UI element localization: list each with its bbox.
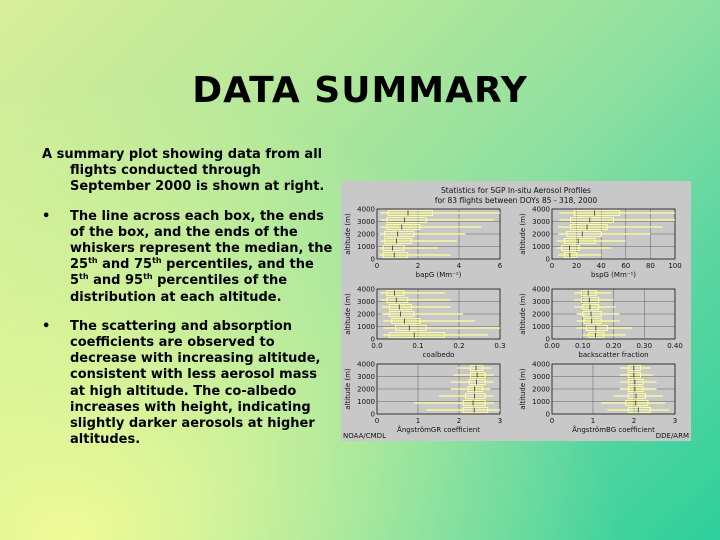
x-tick-label: 0 (374, 417, 380, 425)
bullet-text-part: The line across each box, the ends of the box, and the ends of the whiskers represent the median, the 25 (70, 208, 333, 273)
y-tick-label: 0 (545, 255, 550, 264)
x-tick-label: 0 (549, 417, 555, 425)
x-tick-label: 80 (645, 262, 655, 270)
y-tick-label: 2000 (532, 310, 550, 319)
x-tick-label: 3 (497, 417, 503, 425)
x-tick-label: 40 (596, 262, 606, 270)
y-tick-label: 0 (370, 410, 375, 419)
y-tick-label: 2000 (532, 385, 550, 394)
bullet-item-2 (42, 319, 334, 449)
x-tick-label: 0.0 (371, 342, 383, 350)
y-tick-label: 3000 (532, 298, 550, 306)
y-tick-label: 3000 (357, 218, 375, 226)
x-axis-label: bspG (Mm⁻¹) (590, 271, 637, 279)
x-tick-label: 0.1 (412, 342, 424, 350)
y-tick-label: 2000 (357, 310, 375, 319)
x-axis-label: ÅngströmGR coefficient (397, 426, 480, 434)
bullet-mark: • (42, 318, 51, 334)
y-tick-label: 4000 (532, 360, 550, 369)
y-tick-label: 2000 (532, 230, 550, 239)
y-tick-label: 1000 (532, 398, 550, 406)
x-axis-label: backscatter fraction (578, 351, 649, 359)
x-axis-label: coalbedo (422, 351, 455, 359)
x-tick-label: 1 (415, 417, 421, 425)
x-tick-label: 0.20 (605, 342, 622, 350)
x-tick-label: 60 (621, 262, 631, 270)
y-tick-label: 1000 (357, 398, 375, 406)
figure-title-line-2: for 83 flights between DOYs 85 - 318, 2000 (434, 196, 598, 205)
bullet-text: The scattering and absorption coefficients are observed to decrease with increasing altitude, consistent with less aerosol mass at high altitude. The co-albedo increases with height, indicating slightly darker aerosols at higher altitudes. (70, 318, 321, 448)
y-tick-label: 4000 (357, 205, 375, 214)
x-tick-label: 20 (572, 262, 582, 270)
y-axis-label: altitude (m) (344, 293, 352, 335)
x-tick-label: 0.10 (574, 342, 591, 350)
x-tick-label: 3 (672, 417, 678, 425)
intro-paragraph: A summary plot showing data from all flights conducted through September 2000 is shown at right. (42, 147, 325, 195)
x-tick-label: 0 (549, 262, 555, 270)
y-tick-label: 4000 (357, 285, 375, 294)
bullet-text-part: percentiles of the distribution at each altitude. (70, 273, 288, 305)
y-axis-label: altitude (m) (519, 368, 527, 410)
aerosol-profile-figure (341, 181, 691, 441)
y-tick-label: 1000 (532, 323, 550, 331)
figure-footer-left: NOAA/CMDL (343, 432, 386, 440)
y-axis-label: altitude (m) (344, 213, 352, 255)
bullet-mark: • (42, 208, 51, 224)
y-tick-label: 0 (545, 335, 550, 344)
y-tick-label: 3000 (532, 373, 550, 381)
y-tick-label: 0 (545, 410, 550, 419)
y-tick-label: 4000 (532, 205, 550, 214)
figure-title-line-1: Statistics for SGP In-situ Aerosol Profiles (441, 186, 591, 195)
text-block (42, 147, 334, 448)
x-tick-label: 6 (497, 262, 503, 270)
y-tick-label: 0 (370, 335, 375, 344)
y-tick-label: 0 (370, 255, 375, 264)
x-tick-label: 0.00 (544, 342, 560, 350)
y-tick-label: 3000 (532, 218, 550, 226)
x-tick-label: 1 (590, 417, 596, 425)
x-axis-label: bapG (Mm⁻¹) (415, 271, 462, 279)
bullet-item-1 (42, 209, 334, 306)
x-axis-label: ÅngströmBG coefficient (572, 426, 655, 434)
y-tick-label: 1000 (357, 323, 375, 331)
y-axis-label: altitude (m) (344, 368, 352, 410)
figure-svg (341, 181, 691, 441)
y-tick-label: 3000 (357, 298, 375, 306)
bullet-text (70, 209, 334, 306)
superscript: th (143, 272, 153, 282)
y-tick-label: 1000 (357, 243, 375, 251)
figure-panels (344, 206, 683, 435)
figure-footer-right: DDE/ARM (655, 432, 689, 440)
y-tick-label: 3000 (357, 373, 375, 381)
bullet-text-part: percentiles, and the 5 (70, 257, 314, 289)
x-tick-label: 0.2 (453, 342, 465, 350)
bullet-text-part: and 75 (97, 257, 153, 273)
superscript: th (79, 272, 89, 282)
x-tick-label: 2 (631, 417, 637, 425)
x-tick-label: 0.3 (494, 342, 506, 350)
x-tick-label: 0.40 (667, 342, 683, 350)
x-tick-label: 2 (456, 417, 462, 425)
bullet-text-part: and 95 (88, 273, 144, 289)
x-tick-label: 100 (668, 262, 682, 270)
y-tick-label: 2000 (357, 385, 375, 394)
x-tick-label: 0.30 (636, 342, 653, 350)
y-tick-label: 2000 (357, 230, 375, 239)
y-tick-label: 4000 (532, 285, 550, 294)
y-tick-label: 1000 (532, 243, 550, 251)
x-tick-label: 4 (456, 262, 462, 270)
y-axis-label: altitude (m) (519, 213, 527, 255)
superscript: th (88, 256, 98, 266)
y-axis-label: altitude (m) (519, 293, 527, 335)
x-tick-label: 0 (374, 262, 380, 270)
x-tick-label: 2 (415, 262, 421, 270)
superscript: th (152, 256, 162, 266)
y-tick-label: 4000 (357, 360, 375, 369)
slide-title: DATA SUMMARY (192, 70, 528, 111)
